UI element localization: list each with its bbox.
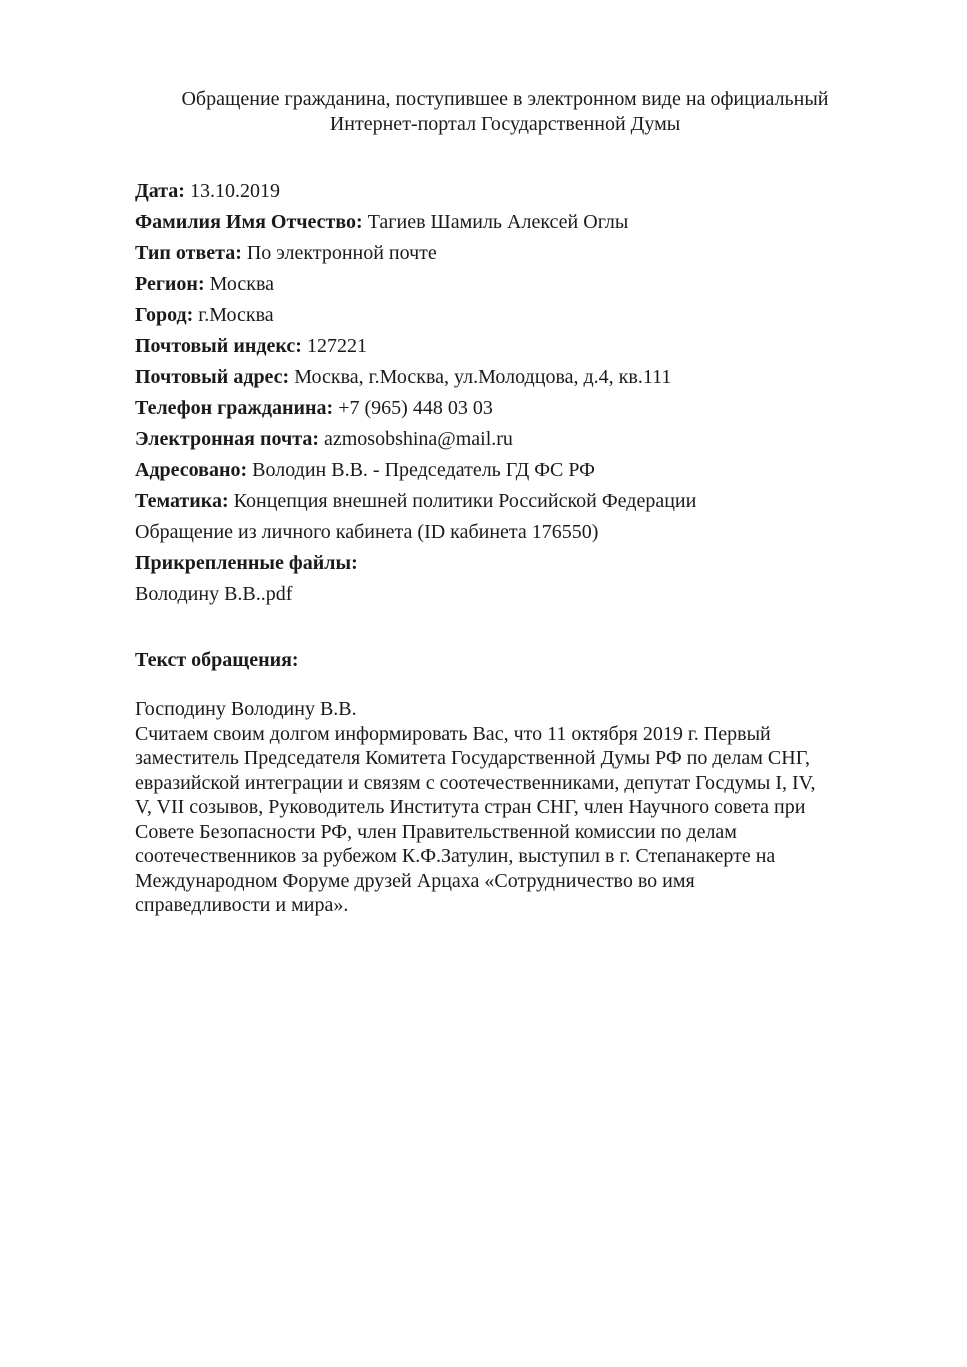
appeal-text-line: Господину Володину В.В. — [135, 698, 357, 720]
field-postal-index — [135, 331, 895, 362]
field-response-type-value: По электронной почте — [246, 242, 437, 264]
appeal-text-line: заместитель Председателя Комитета Государственной Думы РФ по делам СНГ, — [135, 747, 810, 769]
appeal-text — [135, 697, 895, 918]
appeal-text-line: Считаем своим долгом информировать Вас, что 11 октября 2019 г. Первый — [135, 722, 771, 745]
appeal-text-line: соотечественников за рубежом К.Ф.Затулин, выступил в г. Степанакерте на — [135, 845, 776, 867]
field-email-label: Электронная почта: — [135, 428, 319, 450]
field-response-type-label: Тип ответа: — [135, 242, 242, 264]
field-city-label: Город: — [135, 304, 194, 326]
field-email-value: azmosobshina@mail.ru — [324, 428, 513, 450]
attachment-file: Володину В.В..pdf — [135, 583, 293, 605]
attachments-label — [135, 548, 895, 579]
field-postal-index-label: Почтовый индекс: — [135, 335, 302, 357]
field-fio-label: Фамилия Имя Отчество: — [135, 211, 363, 233]
appeal-text-line: Совете Безопасности РФ, член Правительственной комиссии по делам — [135, 820, 737, 843]
field-addressed-to-label: Адресовано: — [135, 459, 248, 481]
appeal-text-line: евразийской интеграции и связям с соотечественниками, депутат Госдумы I, IV, — [135, 771, 816, 794]
title-line-2: Интернет-портал Государственной Думы — [329, 113, 681, 135]
field-fio-value: Тагиев Шамиль Алексей Оглы — [367, 211, 629, 233]
field-phone — [135, 393, 895, 424]
field-date-label: Дата: — [135, 180, 185, 202]
field-city-value: г.Москва — [198, 304, 274, 326]
field-postal-address — [135, 362, 895, 393]
appeal-text-line: Международном Форуме друзей Арцаха «Сотрудничество во имя — [135, 869, 695, 892]
field-postal-index-value: 127221 — [306, 335, 367, 357]
field-region-label: Регион: — [135, 273, 205, 295]
field-addressed-to — [135, 455, 895, 486]
field-topic — [135, 486, 895, 517]
appeal-fields — [135, 176, 895, 610]
field-region-value: Москва — [209, 273, 275, 295]
source-note: Обращение из личного кабинета (ID кабинета 176550) — [135, 521, 599, 543]
appeal-text-heading: Текст обращения: — [135, 649, 299, 671]
field-topic-value: Концепция внешней политики Российской Федерации — [233, 490, 697, 512]
field-date — [135, 176, 895, 207]
title-line-1: Обращение гражданина, поступившее в электронном виде на официальный — [181, 88, 829, 110]
appeal-text-line: V, VII созывов, Руководитель Института стран СНГ, член Научного совета при — [135, 796, 806, 818]
field-email — [135, 424, 895, 455]
field-topic-label: Тематика: — [135, 490, 229, 512]
field-fio — [135, 207, 895, 238]
field-postal-address-value: Москва, г.Москва, ул.Молодцова, д.4, кв.111 — [294, 366, 672, 388]
appeal-text-line: справедливости и мира». — [135, 894, 349, 916]
field-addressed-to-value: Володин В.В. - Председатель ГД ФС РФ — [252, 459, 595, 481]
field-date-value: 13.10.2019 — [189, 180, 280, 202]
field-phone-value: +7 (965) 448 03 03 — [338, 397, 493, 419]
field-response-type — [135, 238, 895, 269]
attachments-label-text: Прикрепленные файлы: — [135, 552, 358, 574]
field-region — [135, 269, 895, 300]
field-phone-label: Телефон гражданина: — [135, 397, 334, 419]
field-city — [135, 300, 895, 331]
field-postal-address-label: Почтовый адрес: — [135, 366, 290, 388]
document-title — [100, 87, 910, 137]
